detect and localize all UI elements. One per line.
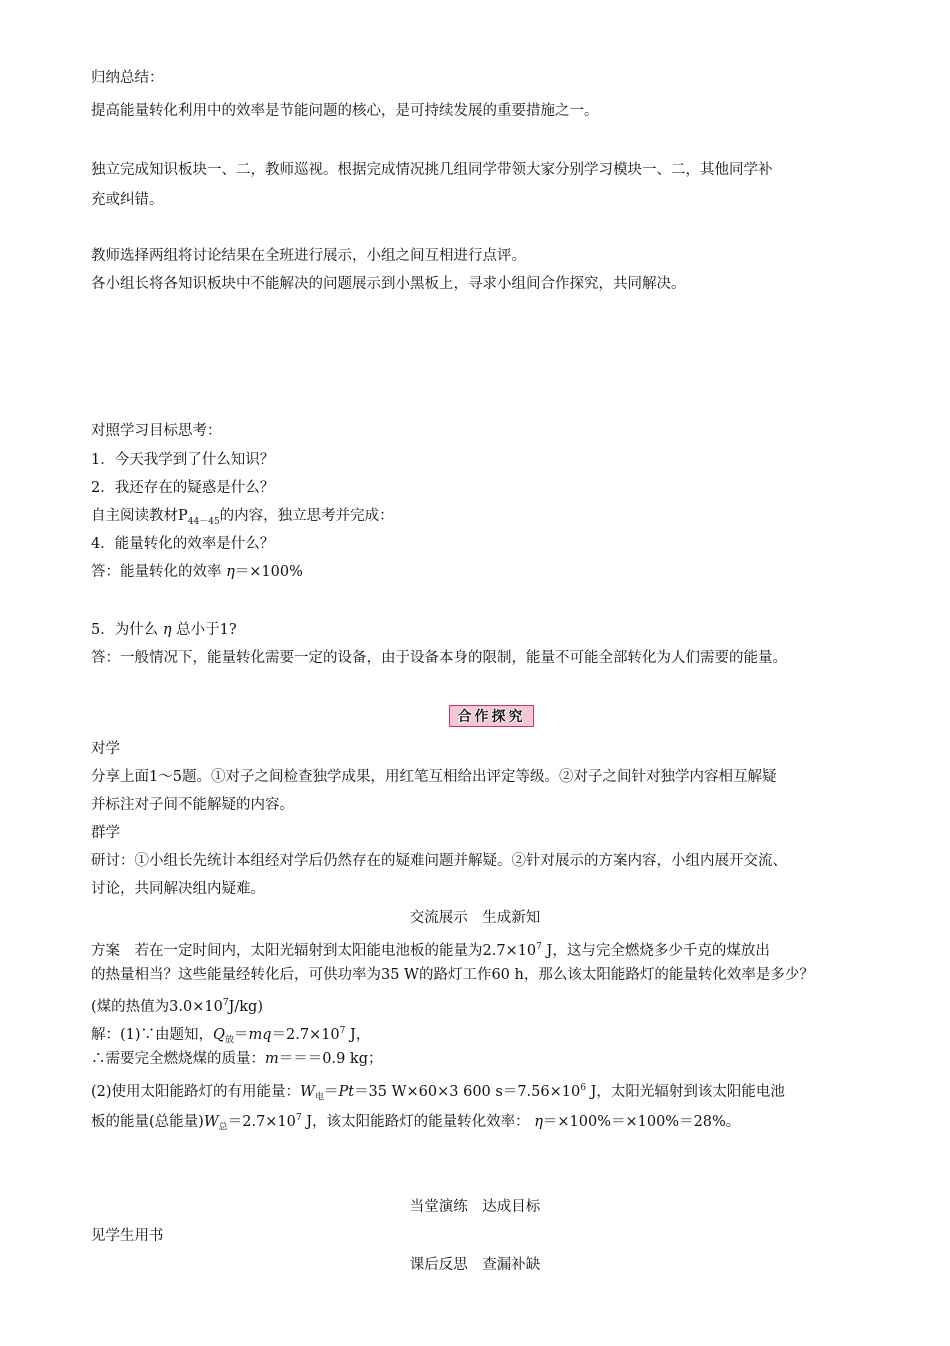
group-study-line-1: 研讨：①小组长先统计本组经对学后仍然存在的疑难问题并解疑。②针对展示的方案内容，小组内展开交流、 (91, 853, 787, 869)
reflection-question-1: 1．今天我学到了什么知识？ (91, 452, 275, 468)
group-study-heading: 群学 (91, 825, 120, 841)
exchange-heading: 交流展示 生成新知 (409, 910, 541, 926)
practice-text: 见学生用书 (91, 1228, 164, 1244)
solution-line-1: 解：(1)∵由题知，$Q_放=mq=2.7\times 10^7$ J， (91, 1026, 371, 1046)
pair-study-heading: 对学 (91, 741, 120, 757)
reflection-question-2: 2．我还存在的疑惑是什么？ (91, 480, 275, 496)
solution-line-2: ∴需要完全燃烧煤的质量：m＝＝＝0.9 kg； (91, 1051, 383, 1067)
reflection-heading: 对照学习目标思考： (91, 423, 222, 439)
solution-line-4: 板的能量(总能量)$W_总=2.7\times 10^7$ J，该太阳能路灯的能量转化效率： η＝×100%＝×100%＝28%。 (91, 1113, 741, 1133)
reading-answer-4: 答：能量转化的效率 η＝×100% (91, 564, 303, 580)
reading-question-4: 4．能量转化的效率是什么？ (91, 536, 275, 552)
procedure-paragraph-1-line-1: 独立完成知识板块一、二，教师巡视。根据完成情况挑几组同学带领大家分别学习模块一、二，其他同学补 (91, 162, 773, 178)
problem-line-3: (煤的热值为$3.0\times 10^7J/kg$) (91, 998, 263, 1015)
procedure-paragraph-3: 各小组长将各知识板块中不能解决的问题展示到小黑板上，寻求小组间合作探究，共同解决。 (91, 276, 686, 292)
summary-heading: 归纳总结： (91, 70, 164, 86)
practice-heading: 当堂演练 达成目标 (409, 1199, 541, 1215)
procedure-paragraph-2: 教师选择两组将讨论结果在全班进行展示，小组之间互相进行点评。 (91, 248, 526, 264)
problem-line-2: 的热量相当？这些能量经转化后，可供功率为35 W的路灯工作60 h，那么该太阳能路灯的能量转化效率是多少？ (91, 967, 814, 983)
procedure-paragraph-1-line-2: 充或纠错。 (91, 192, 164, 208)
cooperation-badge: 合作探究 (449, 705, 534, 727)
afterclass-heading: 课后反思 查漏补缺 (409, 1257, 541, 1273)
reading-instruction: 自主阅读教材$P_{44-45}$的内容，独立思考并完成： (91, 508, 394, 527)
reading-question-5: 5．为什么 η 总小于1? (91, 622, 237, 638)
pair-study-line-2: 并标注对子间不能解疑的内容。 (91, 797, 294, 813)
problem-line-1: 方案 若在一定时间内，太阳光辐射到太阳能电池板的能量为$2.7\times 10^7$ J，这与完全燃烧多少千克的煤放出 (91, 942, 770, 959)
solution-line-3: (2)使用太阳能路灯的有用能量：$W_电=Pt=35$ W×60×3 600 $s=7.56\times 10^6$ J，太阳光辐射到该太阳能电池 (91, 1083, 785, 1103)
group-study-line-2: 讨论，共同解决组内疑难。 (91, 881, 265, 897)
summary-text: 提高能量转化利用中的效率是节能问题的核心，是可持续发展的重要措施之一。 (91, 103, 599, 119)
reading-answer-5: 答：一般情况下，能量转化需要一定的设备，由于设备本身的限制，能量不可能全部转化为人们需要的能量。 (91, 650, 787, 666)
pair-study-line-1: 分享上面1～5题。①对子之间检查独学成果，用红笔互相给出评定等级。②对子之间针对独学内容相互解疑 (91, 769, 777, 785)
